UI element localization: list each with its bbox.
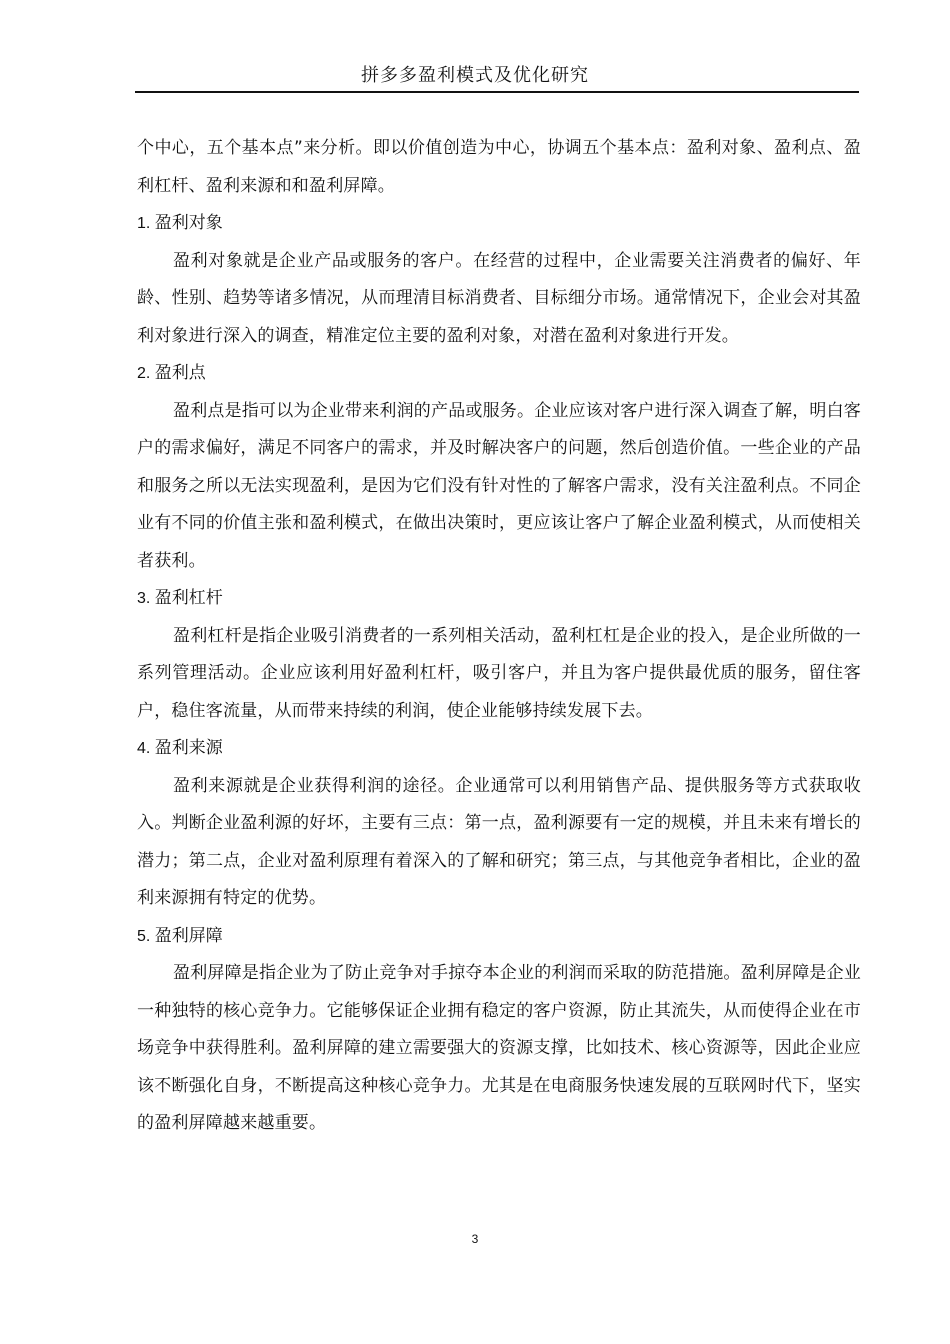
section-number: 1. xyxy=(137,215,151,232)
section-title: 盈利对象 xyxy=(154,213,223,233)
section-heading-4 xyxy=(137,730,861,768)
section-number: 3. xyxy=(137,590,151,607)
section-title: 盈利屏障 xyxy=(154,925,223,946)
section-title: 盈利点 xyxy=(154,363,206,383)
section-heading-1 xyxy=(137,205,861,243)
section-number: 4. xyxy=(137,740,151,757)
page-number: 3 xyxy=(471,1232,479,1246)
section-heading-5 xyxy=(137,918,861,956)
section-paragraph-1: 盈利对象就是企业产品或服务的客户。在经营的过程中，企业需要关注消费者的偏好、年龄、性别、趋势等诸多情况，从而理清目标消费者、目标细分市场。通常情况下，企业会对其盈利对象进行深入的调查，精准定位主要的盈利对象，对潜在盈利对象进行开发。 xyxy=(137,250,861,346)
section-paragraph-3: 盈利杠杆是指企业吸引消费者的一系列相关活动，盈利杠杠是企业的投入，是企业所做的一系列管理活动。企业应该利用好盈利杠杆，吸引客户，并且为客户提供最优质的服务，留住客户，稳住客流量，从而带来持续的利润，使企业能够持续发展下去。 xyxy=(137,625,861,721)
section-paragraph-2: 盈利点是指可以为企业带来利润的产品或服务。企业应该对客户进行深入调查了解，明白客户的需求偏好，满足不同客户的需求，并及时解决客户的问题，然后创造价值。一些企业的产品和服务之所以无法实现盈利，是因为它们没有针对性的了解客户需求，没有关注盈利点。不同企业有不同的价值主张和盈利模式，在做出决策时，更应该让客户了解企业盈利模式，从而使相关者获利。 xyxy=(137,400,861,571)
running-header-title: 拼多多盈利模式及优化研究 xyxy=(361,65,589,86)
section-number: 5. xyxy=(137,927,151,945)
section-title: 盈利来源 xyxy=(154,738,223,758)
section-heading-2 xyxy=(137,355,861,393)
section-title: 盈利杠杆 xyxy=(154,588,223,608)
section-paragraph-4: 盈利来源就是企业获得利润的途径。企业通常可以利用销售产品、提供服务等方式获取收入。判断企业盈利源的好坏，主要有三点：第一点，盈利源要有一定的规模，并且未来有增长的潜力；第二点，企业对盈利原理有着深入的了解和研究；第三点，与其他竞争者相比，企业的盈利来源拥有特定的优势。 xyxy=(137,775,861,908)
section-paragraph-5: 盈利屏障是指企业为了防止竞争对手掠夺本企业的利润而采取的防范措施。盈利屏障是企业一种独特的核心竞争力。它能够保证企业拥有稳定的客户资源，防止其流失，从而使得企业在市场竞争中获得胜利。盈利屏障的建立需要强大的资源支撑，比如技术、核心资源等，因此企业应该不断强化自身，不断提高这种核心竞争力。尤其是在电商服务快速发展的互联网时代下，坚实的盈利屏障越来越重要。 xyxy=(137,963,861,1133)
section-number: 2. xyxy=(137,365,151,382)
section-heading-3 xyxy=(137,580,861,618)
header-divider xyxy=(135,91,859,93)
document-body xyxy=(137,130,861,1143)
intro-paragraph: 个中心，五个基本点”来分析。即以价值创造为中心，协调五个基本点：盈利对象、盈利点、盈利杠杆、盈利来源和和盈利屏障。 xyxy=(137,138,861,196)
